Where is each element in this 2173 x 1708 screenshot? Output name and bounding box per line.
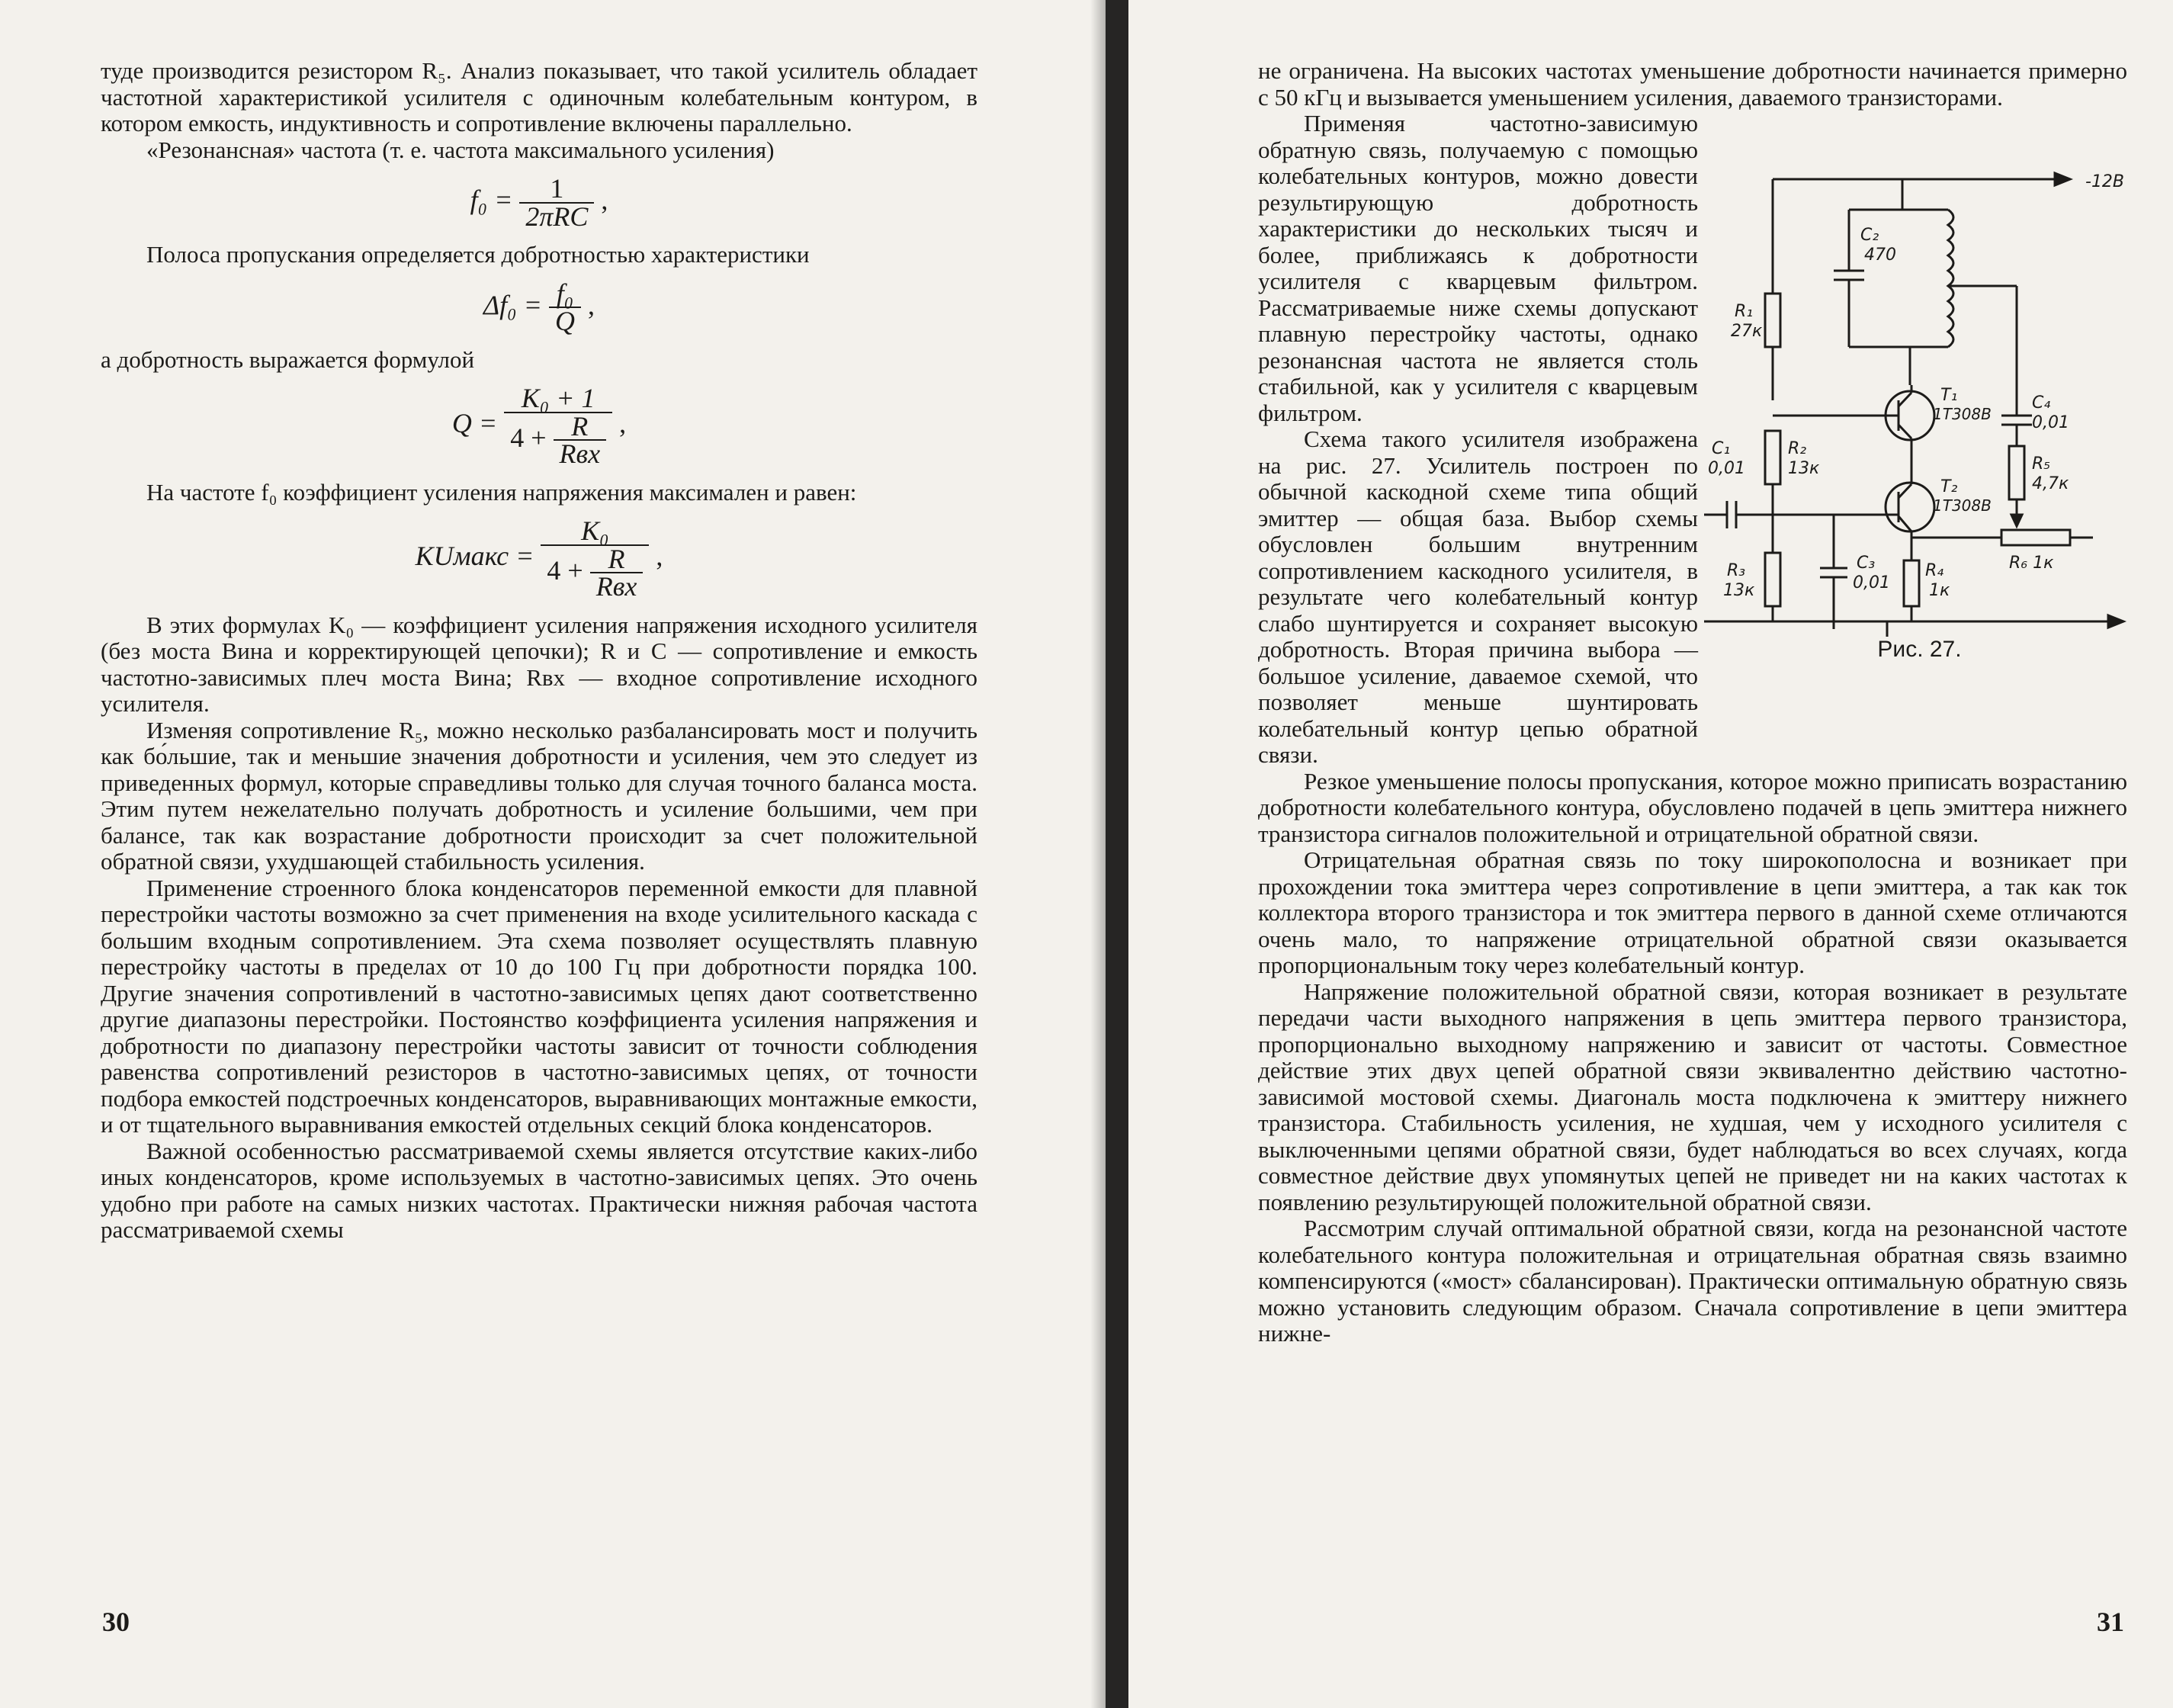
fraction-denominator: 2πRC — [525, 201, 589, 232]
page-number-left: 30 — [102, 1607, 130, 1637]
c4-value: 0,01 — [2032, 413, 2069, 432]
formula-q-factor — [101, 385, 977, 467]
r3-label: R₃ — [1727, 561, 1746, 580]
denominator-prefix: 4 + — [547, 554, 583, 586]
fraction — [504, 385, 612, 467]
formula-lhs: Q = — [451, 408, 498, 439]
r2-value: 13к — [1788, 459, 1820, 478]
c3-value: 0,01 — [1853, 573, 1890, 592]
inner-fraction — [590, 543, 644, 602]
left-paragraph-6: В этих формулах K₀ — коэффициент усиления напряжения исходного усилителя (без моста Вина и корректирующей цепочки); R и C — сопротивление и емкость частотно-зависимых плеч моста Вина; Rвх — входное сопротивление исходного усилителя. — [101, 611, 977, 717]
figure-caption: Рис. 27. — [1877, 637, 1962, 662]
r1-label: R₁ — [1735, 302, 1754, 321]
left-paragraph-4: а добротность выражается формулой — [101, 345, 475, 373]
right-paragraph-2: Применяя частотно-зависимую обратную связь, получаемую с помощью колебательных контуров, можно довести результирующую добротность характеристики до нескольких тысяч и более, приближаясь к добротности усилителя с кварцевым фильтром. Рассматриваемые ниже схемы допускают плавную перестройку частоты, однако резонансная частота не является столь стабильной, как у усилителя с кварцевым фильтром. — [1258, 110, 1698, 426]
formula-end: , — [656, 541, 663, 572]
r4-value: 1к — [1929, 581, 1950, 600]
left-paragraph-8: Применение строенного блока конденсаторов переменной емкости для плавной перестройки частоты возможно за счет применения на входе усилительного каскада с большим входным сопротивлением. Эта схема позволяет осуществлять плавную перестройку частоты в пределах от 10 до 100 Гц при добротности порядка 100. Другие значения сопротивлений в частотно-зависимых цепях дают соответственно другие диапазоны перестройки. Постоянство коэффициента усиления напряжения и добротности по диапазону перестройки частоты зависит от точности соблюдения равенства сопротивлений резисторов в частотно-зависимых цепях, от точности подбора емкостей подстроечных конденсаторов, выравнивающих монтажные емкости, и от тщательного выравнивания емкостей отдельных секций блока конденсаторов. — [101, 874, 977, 1138]
left-paragraph-7: Изменяя сопротивление R₅, можно несколько разбалансировать мост и получить как бо́льшие, так и меньшие значения добротности и усиления, чем это следует из приведенных формул, которые справедливы только для случая точного баланса моста. Этим путем нежелательно получать добротность и усиление большими, чем при балансе, так как возрастание добротности происходит за счет положительной обратной связи, ухудшающей стабильность усиления. — [101, 716, 977, 875]
inner-denominator: Rвх — [595, 571, 637, 602]
supply-label: -12В — [2085, 172, 2125, 191]
formula-max-gain — [101, 515, 977, 602]
right-paragraph-6: Напряжение положительной обратной связи, которая возникает в результате передачи части выходного напряжения в цепь эмиттера первого транзистора, пропорционально выходному напряжению и зависит от частоты. Совместное действие этих двух цепей обратной связи эквивалентно действию частотно-зависимой мостовой схемы. Диагональ моста подключена к эмиттеру нижнего транзистора. Стабильность усиления, не худшая, чем у исходного усилителя с выключенными цепями обратной связи, будет наблюдаться во всех случаях, когда совместное действие двух упомянутых цепей не приведет ни на каких частотах к появлению результирующей положительной обратной связи. — [1258, 978, 2127, 1215]
r2-label: R₂ — [1788, 439, 1807, 458]
inner-numerator: R — [554, 413, 607, 441]
right-page — [1128, 0, 2173, 1708]
c1-label: C₁ — [1712, 439, 1731, 458]
fraction-numerator: 1 — [519, 175, 594, 204]
fraction-numerator: K₀ + 1 — [504, 385, 612, 413]
formula-lhs: KUмакс = — [415, 541, 534, 572]
fraction-denominator: Q — [554, 306, 575, 336]
gutter-shadow — [1090, 0, 1106, 1708]
formula-end: , — [619, 408, 627, 439]
left-paragraph-5: На частоте f₀ коэффициент усиления напряжения максимален и равен: — [146, 478, 857, 506]
circuit-diagram — [1708, 111, 2127, 629]
fraction-denominator — [541, 543, 649, 602]
left-text-column — [101, 58, 977, 1244]
formula-resonant-frequency — [101, 175, 977, 230]
right-text-column — [1258, 58, 2127, 1347]
c2-label: C₂ — [1860, 226, 1879, 245]
c4-label: C₄ — [2032, 393, 2051, 413]
r5-label: R₅ — [2032, 454, 2051, 474]
book-gutter — [1106, 0, 1128, 1708]
fraction — [541, 515, 649, 602]
page-number-right: 31 — [2097, 1607, 2124, 1637]
formula-lhs: f₀ = — [470, 184, 513, 215]
formula-bandwidth — [101, 278, 977, 336]
t2-value: 1Т308В — [1933, 496, 1992, 515]
right-paragraph-5: Отрицательная обратная связь по току широкополосна и возникает при прохождении тока эмиттера через сопротивление в цепи эмиттера, а так как ток коллектора второго транзистора и ток эмиттера первого в данной схеме отличаются очень мало, то напряжение отрицательной обратной связи оказывается пропорциональным току через колебательный контур. — [1258, 846, 2127, 978]
t2-label: T₂ — [1940, 477, 1958, 496]
t1-value: 1Т308В — [1933, 405, 1992, 423]
formula-end: , — [587, 289, 595, 320]
formula-end: , — [601, 184, 608, 215]
right-paragraph-4: Резкое уменьшение полосы пропускания, которое можно приписать возрастанию добротности колебательного контура, обусловлено подачей в цепь эмиттера нижнего транзистора сигналов положительной и отрицательной обратной связи. — [1258, 767, 2127, 847]
inner-numerator: R — [590, 546, 644, 574]
right-paragraph-7: Рассмотрим случай оптимальной обратной связи, когда на резонансной частоте колебательного контура положительная и отрицательная обратная связь взаимно компенсируются («мост» сбалансирован). Практически оптимальную обратную связь можно установить следующим образом. Сначала сопротивление в цепи эмиттера нижне- — [1258, 1215, 2127, 1347]
figure-27 — [1708, 111, 2127, 721]
r5-value: 4,7к — [2032, 474, 2069, 493]
r3-value: 13к — [1723, 581, 1755, 600]
r6-label: R₆ 1к — [2009, 554, 2054, 573]
c2-value: 470 — [1864, 246, 1896, 265]
inner-denominator: Rвх — [559, 438, 601, 469]
fraction — [549, 278, 581, 336]
inner-fraction — [554, 410, 607, 469]
r4-label: R₄ — [1925, 561, 1944, 580]
c1-value: 0,01 — [1708, 459, 1745, 478]
left-paragraph-3: Полоса пропускания определяется добротностью характеристики — [146, 241, 810, 268]
left-paragraph-9: Важной особенностью рассматриваемой схемы является отсутствие каких-либо иных конденсаторов, кроме используемых в частотно-зависимых цепях. Это очень удобно при работе на самых низких частотах. Практически нижняя рабочая частота рассматриваемой схемы — [101, 1137, 977, 1243]
right-paragraph-1: не ограничена. На высоких частотах уменьшение добротности начинается примерно с 50 кГц и вызывается уменьшением усиления, даваемого транзисторами. — [1258, 57, 2127, 111]
denominator-prefix: 4 + — [510, 422, 547, 453]
fraction-numerator: K₀ — [541, 518, 649, 546]
fraction — [519, 175, 594, 230]
fraction-denominator — [504, 410, 612, 469]
r1-value: 27к — [1731, 322, 1763, 341]
left-paragraph-2: «Резонансная» частота (т. е. частота максимального усиления) — [146, 136, 775, 163]
formula-lhs: Δf₀ = — [483, 289, 542, 320]
fraction-numerator: f₀ — [549, 281, 581, 309]
left-paragraph-1: туде производится резистором R₅. Анализ показывает, что такой усилитель обладает частотной характеристикой усилителя с одиночным колебательным контуром, в котором емкость, индуктивность и сопротивление включены параллельно. — [101, 57, 977, 136]
right-paragraph-3: Схема такого усилителя изображена на рис. 27. Усилитель построен по обычной каскодной схеме типа общий эмиттер — общая база. Выбор схемы обусловлен большим внутренним сопротивлением каскодного усилителя, в результате чего колебательный контур слабо шунтируется и сохраняет высокую добротность. Вторая причина выбора — большое усиление, даваемое схемой, что позволяет меньше шунтировать колебательный контур цепью обратной связи. — [1258, 425, 1698, 768]
c3-label: C₃ — [1857, 554, 1876, 573]
t1-label: T₁ — [1940, 386, 1958, 405]
